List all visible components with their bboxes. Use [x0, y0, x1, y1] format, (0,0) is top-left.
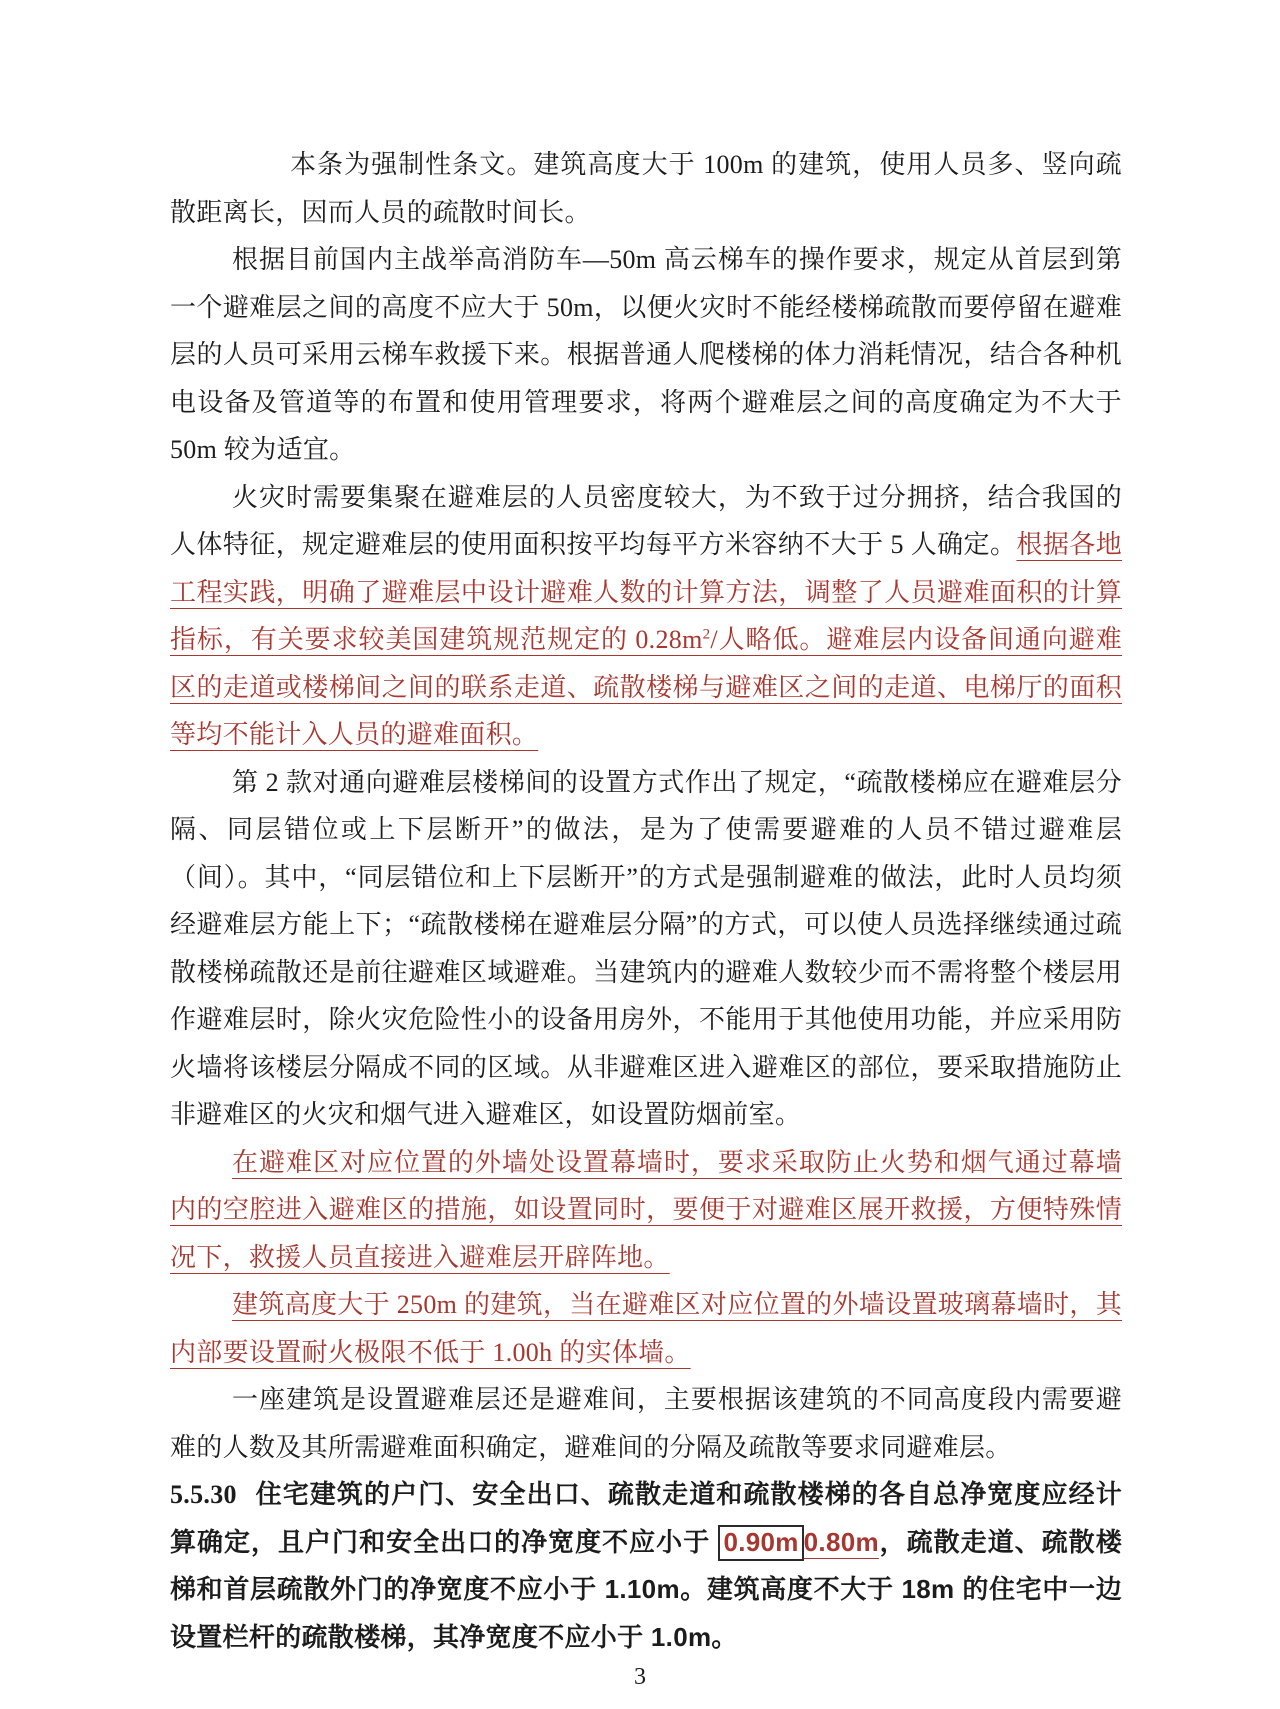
revision-inserted-text-3: 建筑高度大于 250m 的建筑，当在避难区对应位置的外墙设置玻璃幕墙时，其内部要设置耐火极限不低于 1.00h 的实体墙。	[170, 1290, 1122, 1367]
paragraph-revision-inserted-2	[170, 1139, 1122, 1282]
paragraph-commentary-5	[170, 1376, 1122, 1471]
clause-5-5-30	[170, 1471, 1122, 1661]
paragraph-revision-inserted-3	[170, 1281, 1122, 1376]
revision-inserted-text-2: 在避难区对应位置的外墙处设置幕墙时，要求采取防止火势和烟气通过幕墙内的空腔进入避难区的措施，如设置同时，要便于对避难区展开救援，方便特殊情况下，救援人员直接进入避难层开辟阵地。	[170, 1147, 1122, 1272]
paragraph-commentary-1	[170, 141, 1122, 236]
revision-text-after-superscript: /人略低。避难层内设备间通向避难区的走道或楼梯间之间的联系走道、疏散楼梯与避难区之间的走道、电梯厅的面积等均不能计入人员的避难面积。	[170, 625, 1123, 749]
paragraph-commentary-2	[170, 236, 1122, 474]
square-meter-superscript: 2	[702, 626, 711, 643]
commentary-1-text: 本条为强制性条文。建筑高度大于 100m 的建筑，使用人员多、竖向疏散距离长，因而人员的疏散时间长。	[170, 150, 1122, 227]
commentary-4-text: 第 2 款对通向避难层楼梯间的设置方式作出了规定，“疏散楼梯应在避难层分隔、同层错位或上下层断开”的做法，是为了使需要避难的人员不错过避难层（间）。其中，“同层错位和上下层断开”的方式是强制避难的做法，此时人员均须经避难层方能上下；“疏散楼梯在避难层分隔”的方式，可以使人员选择继续通过疏散楼梯疏散还是前往避难区域避难。当建筑内的避难人数较少而不需将整个楼层用作避难层时，除火灾危险性小的设备用房外，不能用于其他使用功能，并应采用防火墙将该楼层分隔成不同的区域。从非避难区进入避难区的部位，要采取措施防止非避难区的火灾和烟气进入避难区，如设置防烟前室。	[170, 767, 1122, 1129]
paragraph-commentary-4	[170, 759, 1122, 1139]
inserted-value: 0.80m	[803, 1526, 879, 1557]
clause-text-before-values: 住宅建筑的户门、安全出口、疏散走道和疏散楼梯的各自总净宽度应经计算确定，且户门和安全出口的净宽度不应小于	[170, 1479, 1122, 1557]
revision-text-before-superscript: 根据各地工程实践，明确了避难层中设计避难人数的计算方法，调整了人员避难面积的计算指标，有关要求较美国建筑规范规定的 0.28m	[170, 530, 1123, 654]
page-number: 3	[634, 1664, 646, 1690]
clause-number: 5.5.30	[170, 1480, 237, 1509]
commentary-2-text: 根据目前国内主战举高消防车—50m 高云梯车的操作要求，规定从首层到第一个避难层之间的高度不应大于 50m，以便火灾时不能经楼梯疏散而要停留在避难层的人员可采用云梯车救援下来。根据普通人爬楼梯的体力消耗情况，结合各种机电设备及管道等的布置和使用管理要求，将两个避难层之间的高度确定为不大于 50m 较为适宜。	[170, 245, 1122, 464]
clause-text-after-values: ，疏散走道、疏散楼梯和首层疏散外门的净宽度不应小于 1.10m。建筑高度不大于 18m 的住宅中一边设置栏杆的疏散楼梯，其净宽度不应小于 1.0m。	[170, 1526, 1122, 1652]
commentary-3-black-text: 火灾时需要集聚在避难层的人员密度较大，为不致于过分拥挤，结合我国的人体特征，规定避难层的使用面积按平均每平方米容纳不大于 5 人确定。	[170, 482, 1122, 559]
commentary-5-text: 一座建筑是设置避难层还是避难间，主要根据该建筑的不同高度段内需要避难的人数及其所需避难面积确定，避难间的分隔及疏散等要求同避难层。	[170, 1385, 1122, 1462]
revision-inserted-text-1	[170, 530, 1122, 749]
paragraph-commentary-3	[170, 474, 1122, 759]
deleted-value-box: 0.90m	[718, 1525, 803, 1561]
